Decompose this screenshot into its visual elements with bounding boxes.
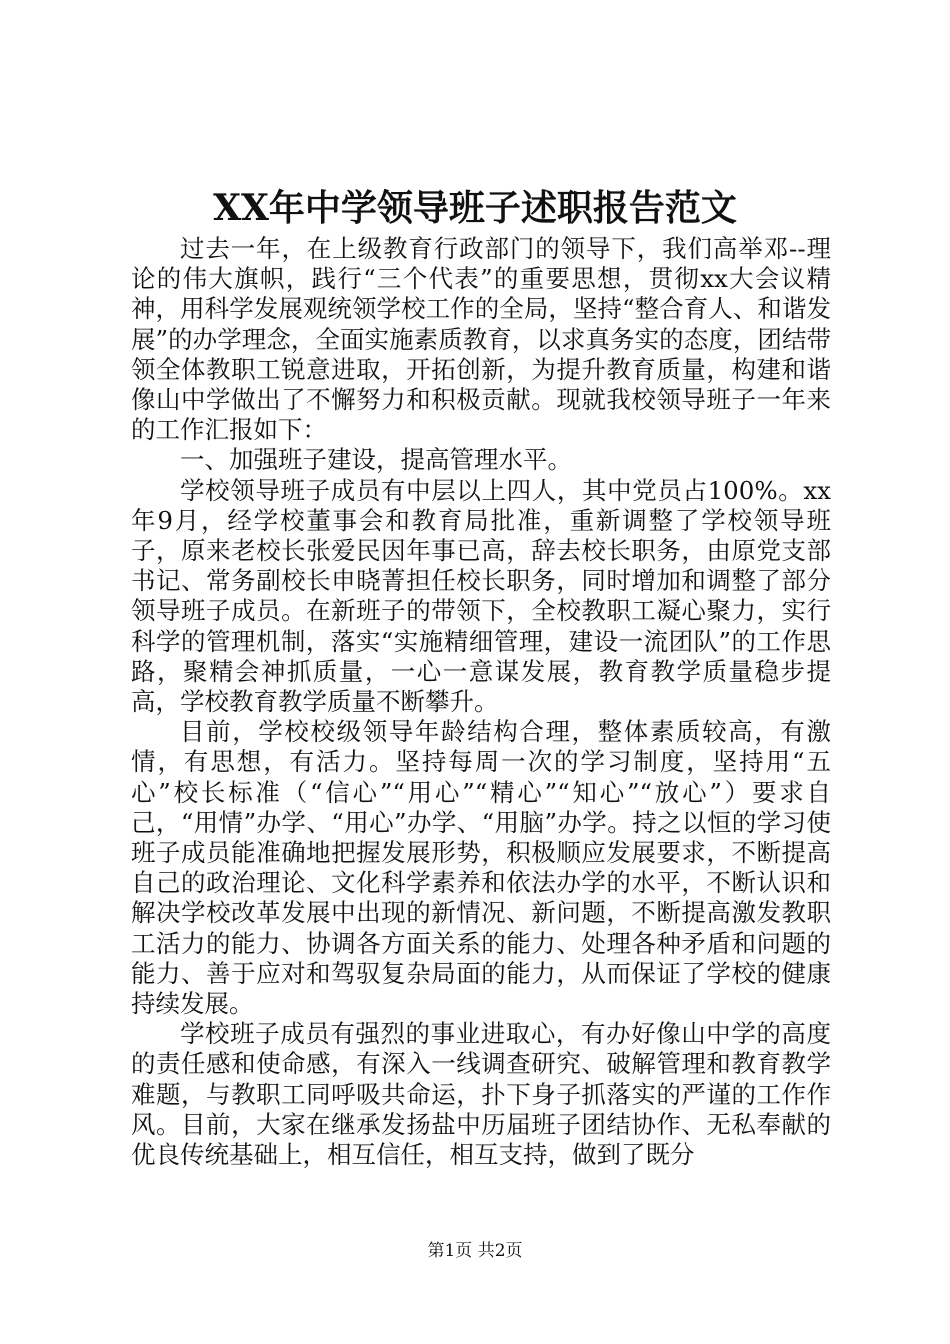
page-footer: 第1页 共2页: [427, 1241, 523, 1261]
paragraph-team-composition: 学校领导班子成员有中层以上四人，其中党员占100%。xx年9月，经学校董事会和教育局批准，重新调整了学校领导班子，原来老校长张爱民因年事已高，辞去校长职务，由原党支部书记、常务副校长申晓菁担任校长职务，同时增加和调整了部分领导班子成员。在新班子的带领下，全校教职工凝心聚力，实行科学的管理机制，落实“实施精细管理，建设一流团队”的工作思路，聚精会神抓质量，一心一意谋发展，教育教学质量稳步提高，学校教育教学质量不断攀升。: [131, 475, 831, 717]
section-heading: 一、加强班子建设，提高管理水平。: [180, 445, 572, 475]
document-title: XX年中学领导班子述职报告范文: [213, 187, 737, 229]
paragraph-intro: 过去一年，在上级教育行政部门的领导下，我们高举邓--理论的伟大旗帜，践行“三个代表”的重要思想，贯彻xx大会议精神，用科学发展观统领学校工作的全局，坚持“整合育人、和谐发展”的办学理念，全面实施素质教育，以求真务实的态度，团结带领全体教职工锐意进取，开拓创新，为提升教育质量，构建和谐像山中学做出了不懈努力和积极贡献。现就我校领导班子一年来的工作汇报如下：: [131, 234, 831, 445]
paragraph-team-spirit: 学校班子成员有强烈的事业进取心，有办好像山中学的高度的责任感和使命感，有深入一线调查研究、破解管理和教育教学难题，与教职工同呼吸共命运，扑下身子抓落实的严谨的工作作风。目前，大家在继承发扬盐中历届班子团结协作、无私奉献的优良传统基础上，相互信任，相互支持，做到了既分: [131, 1019, 831, 1170]
paragraph-team-quality: 目前，学校校级领导年龄结构合理，整体素质较高，有激情，有思想，有活力。坚持每周一次的学习制度，坚持用“五心”校长标准（“信心”“用心”“精心”“知心”“放心”）要求自己，“用情”办学、“用心”办学、“用脑”办学。持之以恒的学习使班子成员能准确地把握发展形势，积极顺应发展要求，不断提高自己的政治理论、文化科学素养和依法办学的水平，不断认识和解决学校改革发展中出现的新情况、新问题，不断提高激发教职工活力的能力、协调各方面关系的能力、处理各种矛盾和问题的能力、善于应对和驾驭复杂局面的能力，从而保证了学校的健康持续发展。: [131, 717, 831, 1019]
document-body: [131, 234, 831, 1170]
